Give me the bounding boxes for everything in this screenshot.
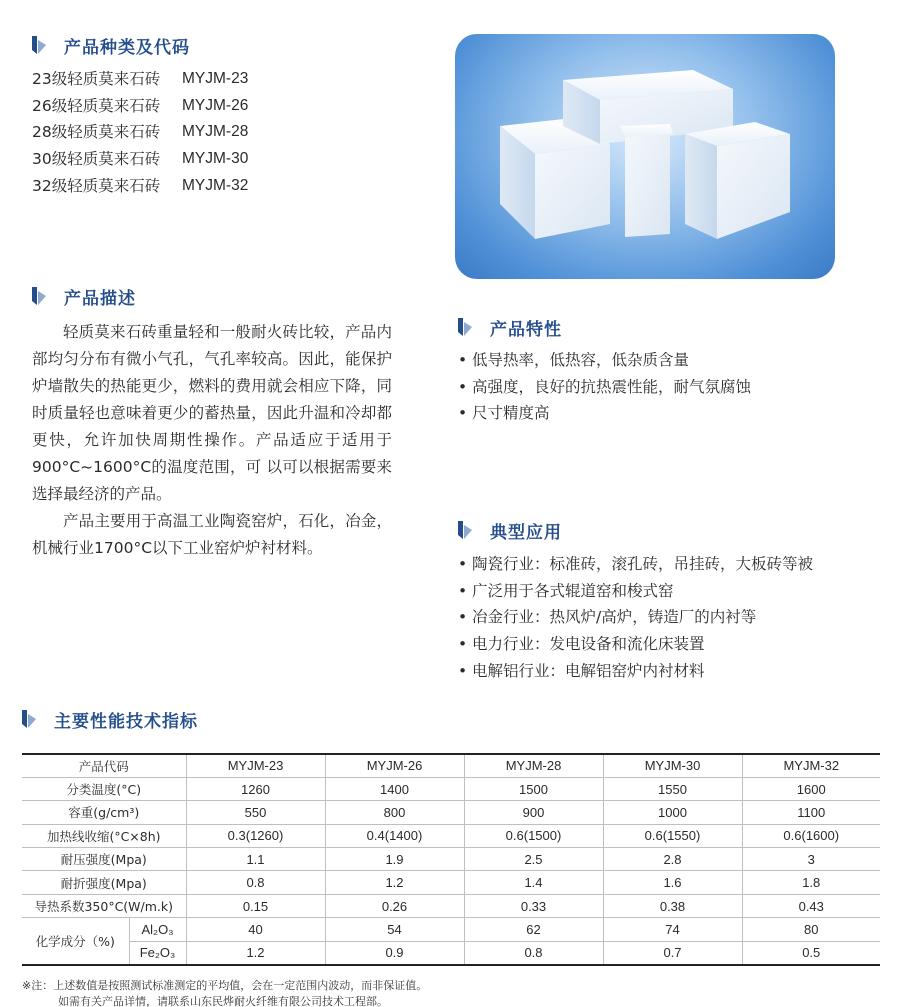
- table-row: [22, 918, 880, 941]
- section-marker-icon: [458, 318, 472, 336]
- table-cell: 1.4: [464, 871, 603, 894]
- table-cell: 0.15: [186, 894, 325, 917]
- table-cell: 0.8: [464, 941, 603, 964]
- list-item: [458, 347, 898, 374]
- table-cell: 3: [742, 848, 880, 871]
- code-name: 28级轻质莫来石砖: [32, 123, 161, 142]
- table-header-cell: MYJM-26: [325, 754, 464, 777]
- table-cell: 0.43: [742, 894, 880, 917]
- section-title-description: 产品描述: [64, 288, 136, 309]
- table-cell: 1400: [325, 777, 464, 800]
- table-cell: 2.8: [603, 848, 742, 871]
- row-sublabel: Fe₂O₃: [129, 941, 186, 964]
- table-cell: 80: [742, 918, 880, 941]
- table-cell: 0.6(1600): [742, 824, 880, 847]
- table-cell: 0.4(1400): [325, 824, 464, 847]
- code-value: MYJM-30: [182, 150, 249, 168]
- table-cell: 2.5: [464, 848, 603, 871]
- application-text: 电解铝行业：电解铝窑炉内衬材料: [472, 661, 705, 680]
- table-row: [22, 894, 880, 917]
- feature-text: 低导热率，低热容，低杂质含量: [472, 351, 690, 369]
- footnote-contact: 如需有关产品详情，请联系山东民烨耐火纤维有限公司技术工程部。: [58, 995, 388, 1007]
- table-cell: 54: [325, 918, 464, 941]
- product-description: [32, 319, 392, 562]
- table-cell: 0.7: [603, 941, 742, 964]
- table-cell: 1.2: [186, 941, 325, 964]
- table-cell: 0.6(1500): [464, 824, 603, 847]
- list-item: [458, 551, 898, 578]
- table-header-cell: MYJM-23: [186, 754, 325, 777]
- section-header-description: [32, 284, 136, 308]
- table-cell: 1500: [464, 777, 603, 800]
- list-item: [458, 578, 898, 605]
- bullet-dot: •: [458, 608, 468, 627]
- list-item: [458, 658, 898, 685]
- bullet-dot: •: [458, 555, 468, 573]
- table-cell: 0.26: [325, 894, 464, 917]
- table-cell: 0.33: [464, 894, 603, 917]
- footnote: ※注：上述数值是按照测试标准测定的平均值，会在一定范围内波动，而非保证值。: [22, 979, 428, 992]
- list-item: [458, 400, 898, 427]
- table-cell: 74: [603, 918, 742, 941]
- table-cell: 900: [464, 801, 603, 824]
- row-label-chemistry: 化学成分（%): [22, 918, 129, 965]
- list-item: [32, 146, 332, 173]
- table-cell: 0.3(1260): [186, 824, 325, 847]
- list-item: [458, 374, 898, 401]
- table-cell: 0.8: [186, 871, 325, 894]
- section-header-codes: [32, 33, 190, 57]
- list-item: [32, 93, 332, 120]
- table-cell: 1.6: [603, 871, 742, 894]
- code-name: 30级轻质莫来石砖: [32, 150, 161, 169]
- table-row: [22, 824, 880, 847]
- bullet-dot: •: [458, 377, 468, 396]
- code-value: MYJM-32: [182, 176, 249, 194]
- table-cell: 62: [464, 918, 603, 941]
- application-text: 电力行业：发电设备和流化床装置: [472, 635, 705, 654]
- table-cell: 1.8: [742, 871, 880, 894]
- bullet-dot: •: [458, 351, 468, 369]
- bullet-dot: •: [458, 404, 468, 423]
- table-cell: 550: [186, 801, 325, 824]
- section-marker-icon: [458, 521, 472, 539]
- row-sublabel: Al₂O₃: [129, 918, 186, 941]
- code-value: MYJM-28: [182, 123, 249, 141]
- code-value: MYJM-23: [182, 70, 249, 87]
- bullet-dot: •: [458, 635, 468, 654]
- section-title-features: 产品特性: [490, 319, 562, 340]
- table-cell: 1.9: [325, 848, 464, 871]
- table-cell: 1.2: [325, 871, 464, 894]
- table-cell: 0.9: [325, 941, 464, 964]
- section-header-features: [458, 315, 562, 339]
- code-name: 32级轻质莫来石砖: [32, 176, 161, 195]
- feature-list: [458, 347, 898, 427]
- brick-illustration: [455, 34, 835, 279]
- row-label: 加热线收缩(°C×8h): [22, 824, 186, 847]
- row-label: 耐折强度(Mpa): [22, 871, 186, 894]
- application-text: 冶金行业：热风炉/高炉，铸造厂的内衬等: [472, 608, 757, 627]
- section-marker-icon: [32, 287, 46, 305]
- table-row: [22, 777, 880, 800]
- table-cell: 1600: [742, 777, 880, 800]
- table-row: [22, 848, 880, 871]
- list-item: [32, 66, 332, 93]
- application-list: [458, 551, 898, 684]
- section-title-codes: 产品种类及代码: [64, 37, 190, 58]
- table-header-cell: MYJM-30: [603, 754, 742, 777]
- table-cell: 1550: [603, 777, 742, 800]
- list-item: [458, 631, 898, 658]
- table-header-cell: MYJM-32: [742, 754, 880, 777]
- table-cell: 0.38: [603, 894, 742, 917]
- description-paragraph: 轻质莫来石砖重量轻和一般耐火砖比较，产品内部均匀分布有微小气孔，气孔率较高。因此，能保护炉墙散失的热能更少，燃料的费用就会相应下降，同时质量轻也意味着更少的蓄热量，因此升温和冷却都更快，允许加快周期性操作。产品适应于适用于900°C~1600°C的温度范围，可 以可以根据需要来选择最经济的产品。: [32, 323, 392, 503]
- table-row: [22, 871, 880, 894]
- table-header-row: [22, 754, 880, 777]
- feature-text: 尺寸精度高: [472, 404, 550, 423]
- row-label: 容重(g/cm³): [22, 801, 186, 824]
- table-header-cell: MYJM-28: [464, 754, 603, 777]
- code-name: 23级轻质莫来石砖: [32, 70, 161, 88]
- row-label: 分类温度(°C): [22, 777, 186, 800]
- bullet-dot: •: [458, 661, 468, 680]
- table-cell: 1260: [186, 777, 325, 800]
- application-text: 广泛用于各式辊道窑和梭式窑: [472, 581, 674, 600]
- table-cell: 800: [325, 801, 464, 824]
- bullet-dot: •: [458, 581, 468, 600]
- product-photo: [455, 34, 835, 279]
- application-text: 陶瓷行业：标准砖，滚孔砖，吊挂砖，大板砖等被: [472, 555, 814, 573]
- row-label: 耐压强度(Mpa): [22, 848, 186, 871]
- section-marker-icon: [22, 710, 36, 728]
- feature-text: 高强度，良好的抗热震性能，耐气氛腐蚀: [472, 377, 752, 396]
- code-value: MYJM-26: [182, 96, 249, 114]
- description-paragraph: 产品主要用于高温工业陶瓷窑炉，石化，冶金，机械行业1700°C以下工业窑炉炉衬材料。: [32, 512, 392, 557]
- product-code-list: [32, 66, 332, 199]
- section-title-applications: 典型应用: [490, 522, 562, 543]
- section-header-specs: [22, 707, 198, 731]
- table-cell: 1.1: [186, 848, 325, 871]
- list-item: [32, 173, 332, 200]
- section-marker-icon: [32, 36, 46, 54]
- table-row: [22, 801, 880, 824]
- section-title-specs: 主要性能技术指标: [54, 711, 198, 732]
- section-header-applications: [458, 518, 562, 542]
- row-label: 导热系数350°C(W/m.k): [22, 894, 186, 917]
- list-item: [458, 604, 898, 631]
- table-cell: 40: [186, 918, 325, 941]
- table-cell: 1100: [742, 801, 880, 824]
- spec-table: [22, 753, 880, 966]
- code-name: 26级轻质莫来石砖: [32, 96, 161, 115]
- list-item: [32, 119, 332, 146]
- table-row: [22, 941, 880, 964]
- table-cell: 0.6(1550): [603, 824, 742, 847]
- table-cell: 0.5: [802, 945, 821, 961]
- table-cell: 1000: [603, 801, 742, 824]
- table-header-cell: 产品代码: [22, 754, 186, 777]
